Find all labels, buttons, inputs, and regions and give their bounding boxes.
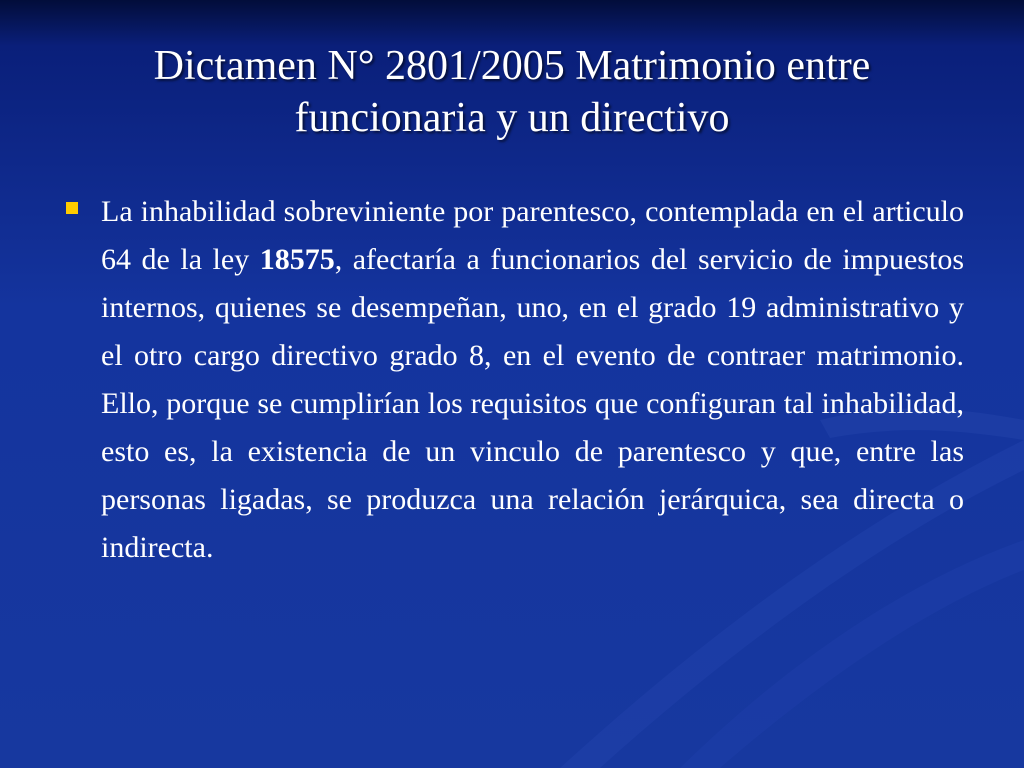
slide-title (40, 40, 984, 144)
bullet-item (62, 188, 964, 572)
title-line-2: funcionaria y un directivo (294, 95, 730, 141)
paragraph-text-start: La inhabilidad sobreviniente por parentesco, contemplada en el articulo 64 de la ley (101, 195, 964, 276)
paragraph-text-end: , afectaría a funcionarios del servicio de impuestos internos, quienes se desempeñan, uno, en el grado 19 administrativo y el otro cargo directivo grado 8, en el evento de contraer matrimonio. Ello, porque se cumplirían los requisitos que configuran tal inhabilidad, esto es, la existencia de un vinculo de parentesco y que, entre las personas ligadas, se produzca una relación jerárquica, sea directa o indirecta. (101, 243, 964, 564)
slide-body (62, 188, 964, 572)
square-bullet-icon (66, 202, 78, 214)
swoosh-band-2 (680, 540, 1024, 768)
law-number: 18575 (259, 243, 335, 276)
title-line-1: Dictamen N° 2801/2005 Matrimonio entre (153, 43, 871, 89)
bullet-paragraph (101, 188, 964, 572)
